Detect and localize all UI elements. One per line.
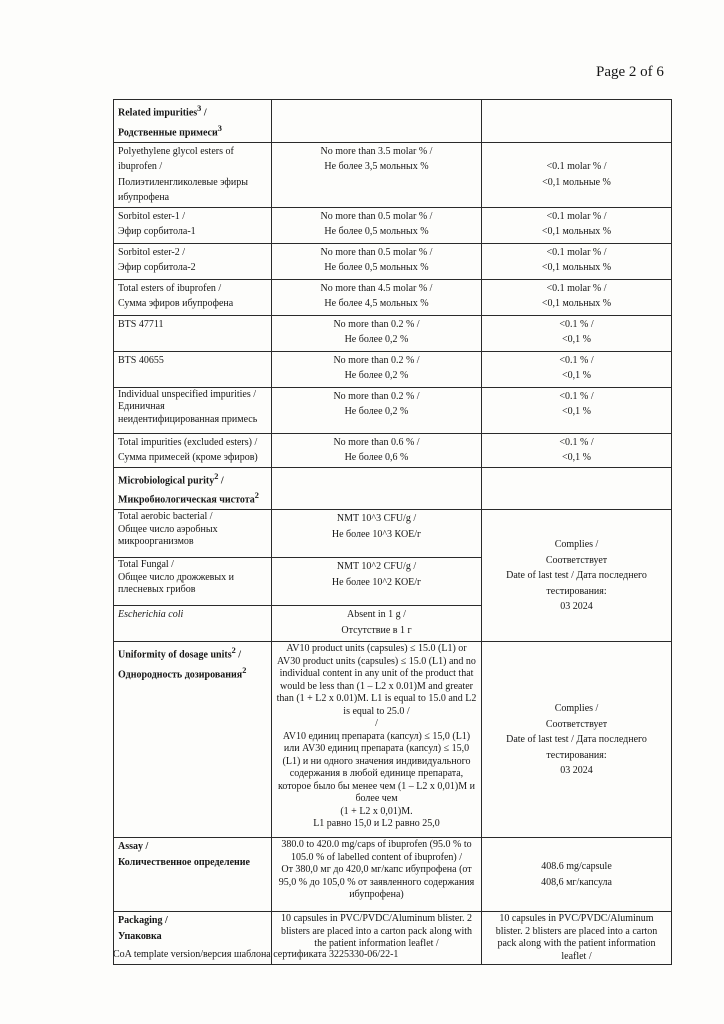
section-row-assay [114,838,672,912]
specification: Absent in 1 g / Отсутствие в 1 г [272,606,482,642]
table-row [114,387,672,433]
table-row [114,351,672,387]
test-name: Polyethylene glycol esters of ibuprofen / Полиэтиленгликолевые эфиры ибупрофена [114,142,272,207]
specification: NMT 10^3 CFU/g / Не более 10^3 КОЕ/г [272,510,482,558]
specification: No more than 0.2 % / Не более 0,2 % [272,315,482,351]
result: <0.1 % / <0,1 % [482,315,672,351]
test-name: BTS 47711 [114,315,272,351]
specification: No more than 0.2 % / Не более 0,2 % [272,387,482,433]
section-row-related-impurities [114,100,672,143]
result: <0.1 % / <0,1 % [482,387,672,433]
table-row [114,315,672,351]
result: <0.1 molar % / <0,1 мольных % [482,243,672,279]
table-row [114,279,672,315]
result: <0.1 molar % / <0,1 мольных % [482,279,672,315]
test-name: Total aerobic bacterial / Общее число аэробных микроорганизмов [114,510,272,558]
specification: AV10 product units (capsules) ≤ 15.0 (L1) or AV30 product units (capsules) ≤ 15.0 (L1) and no individual content in any unit of the product that would be less than (1 – L2 x 0.01)M and greater than (1 + L2 x 0.01)M. L1 is equal to 15.0 and L2 is equal to 25.0 / / AV10 единиц препарата (капсул) ≤ 15,0 (L1) или AV30 единиц препарата (капсул) ≤ 15,0 (L1) и ни одного значения индивидуального содержания в любой единице препарата, которое было бы менее чем (1 – L2 x 0,01)M и более чем (1 + L2 x 0,01)M. L1 равно 15,0 и L2 равно 25,0 [272,642,482,838]
test-name: Sorbitol ester-1 / Эфир сорбитола-1 [114,207,272,243]
specification: 380.0 to 420.0 mg/caps of ibuprofen (95.0 % to 105.0 % of labelled content of ibuprofen) / От 380,0 мг до 420,0 мг/капс ибупрофена (от 95,0 % до 105,0 % от заявленного содержания ибупрофена) [272,838,482,912]
result: <0.1 molar % / <0,1 мольных % [482,207,672,243]
section-title: Related impurities$^3$ / Родственные примеси$^3$ [114,100,272,143]
specification: No more than 0.2 % / Не более 0,2 % [272,351,482,387]
test-name: Total impurities (excluded esters) / Сумма примесей (кроме эфиров) [114,433,272,467]
table-row [114,243,672,279]
section-title: Microbiological purity$^2$ / Микробиологическая чистота$^2$ [114,467,272,510]
specification-table [113,99,672,965]
specification: NMT 10^2 CFU/g / Не более 10^2 КОЕ/г [272,558,482,606]
specification: No more than 0.5 molar % / Не более 0,5 мольных % [272,207,482,243]
result: 408.6 mg/capsule 408,6 мг/капсула [482,838,672,912]
page-number: Page 2 of 6 [596,64,664,80]
result: Complies / Соответствует Date of last test / Дата последнего тестирования: 03 2024 [482,510,672,642]
specification: No more than 4.5 molar % / Не более 4,5 мольных % [272,279,482,315]
table-row [114,207,672,243]
template-version-footer: CoA template version/версия шаблона сертификата 3225330-06/22-1 [113,949,399,960]
test-name: Sorbitol ester-2 / Эфир сорбитола-2 [114,243,272,279]
specification: No more than 3.5 molar % / Не более 3,5 мольных % [272,142,482,207]
test-name: Total esters of ibuprofen / Сумма эфиров ибупрофена [114,279,272,315]
table-row [114,433,672,467]
section-title: Packaging / Упаковка [114,912,272,965]
test-name: Individual unspecified impurities / Единичная неидентифицированная примесь [114,387,272,433]
section-title: Assay / Количественное определение [114,838,272,912]
section-title: Uniformity of dosage units$^2$ / Однородность дозирования$^2$ [114,642,272,838]
table-row [114,142,672,207]
result: <0.1 molar % / <0,1 мольные % [482,142,672,207]
section-row-microbiological-purity [114,467,672,510]
result: <0.1 % / <0,1 % [482,351,672,387]
section-row-uniformity [114,642,672,838]
specification: No more than 0.6 % / Не более 0,6 % [272,433,482,467]
result: <0.1 % / <0,1 % [482,433,672,467]
specification: No more than 0.5 molar % / Не более 0,5 мольных % [272,243,482,279]
table-row [114,510,672,558]
test-name: Escherichia coli [114,606,272,642]
test-name: BTS 40655 [114,351,272,387]
test-name: Total Fungal / Общее число дрожжевых и плесневых грибов [114,558,272,606]
specification: 10 capsules in PVC/PVDC/Aluminum blister. 2 blisters are placed into a carton pack along with the patient information leaflet / [272,912,482,965]
result: 10 capsules in PVC/PVDC/Aluminum blister. 2 blisters are placed into a carton pack along with the patient information leaflet / [482,912,672,965]
result: Complies / Соответствует Date of last test / Дата последнего тестирования: 03 2024 [482,642,672,838]
